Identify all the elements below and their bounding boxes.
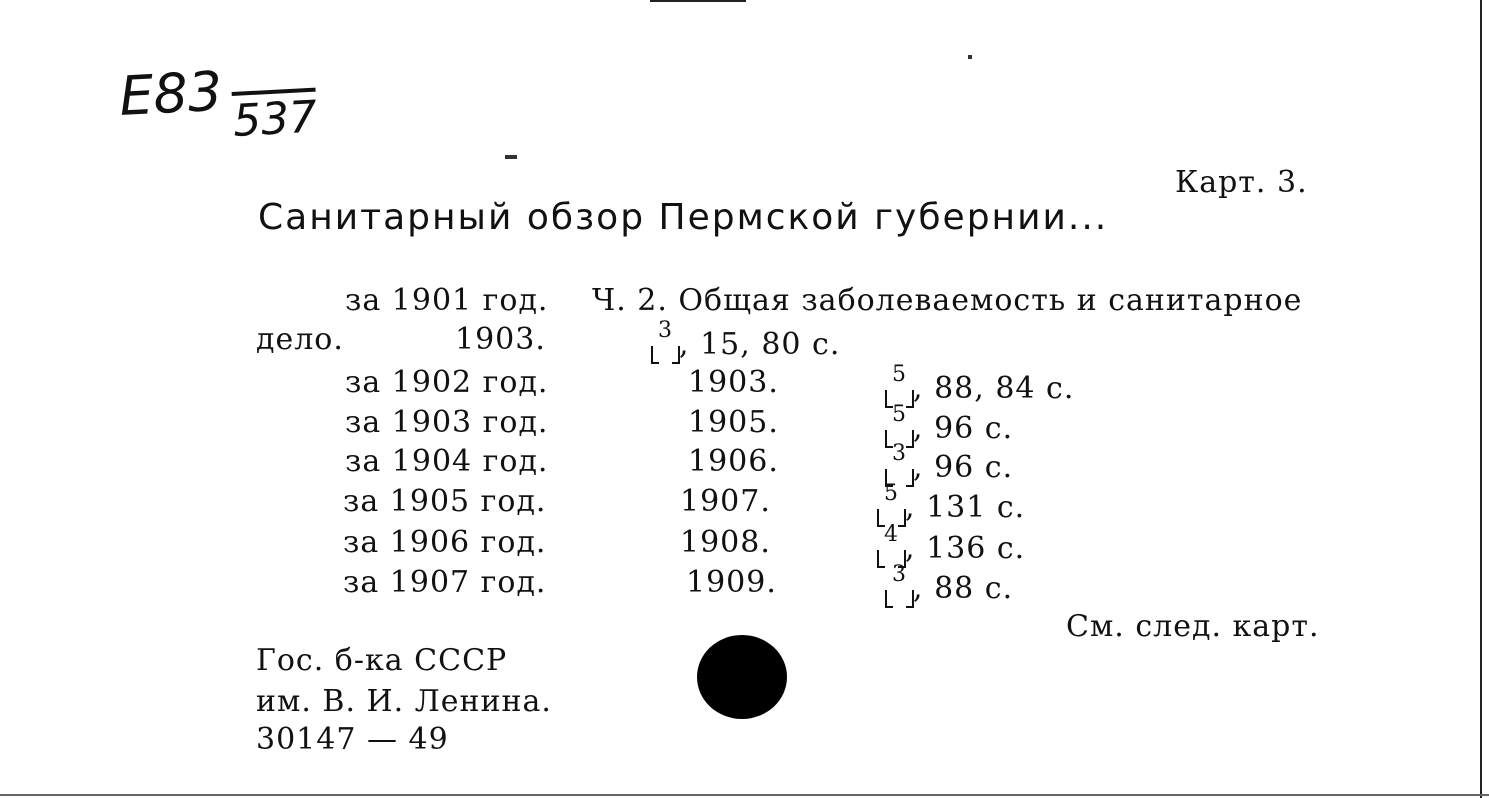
ink-dot bbox=[968, 55, 972, 59]
see-next-card: См. след. карт. bbox=[1066, 609, 1320, 644]
entry-vol-pages-5 bbox=[878, 481, 1026, 525]
page-title: Санитарный обзор Пермской губернии... bbox=[258, 197, 1109, 238]
volume-bracket bbox=[886, 441, 913, 483]
entry-part-5: за 1905 год. bbox=[343, 484, 547, 519]
entry-vol-pages-1 bbox=[652, 318, 841, 362]
volume-bracket bbox=[886, 562, 913, 604]
card-label: Карт. 3. bbox=[1175, 165, 1308, 200]
entry-year-6: 1908. bbox=[680, 525, 771, 560]
top-edge-mark bbox=[650, 0, 746, 2]
volume-number: 3 bbox=[892, 441, 907, 466]
library-line-3: 30147 — 49 bbox=[256, 722, 449, 757]
pages: , 96 с. bbox=[913, 411, 1014, 446]
volume-number: 4 bbox=[884, 522, 899, 547]
volume-number: 3 bbox=[892, 562, 907, 587]
entry-year-3: 1905. bbox=[688, 405, 779, 440]
entry-vol-pages-6 bbox=[878, 522, 1026, 566]
pages: , 96 с. bbox=[913, 450, 1014, 485]
entry-part-6: за 1906 год. bbox=[343, 525, 547, 560]
entry-year-4: 1906. bbox=[688, 444, 779, 479]
volume-number: 5 bbox=[892, 362, 907, 387]
entry-part-3: за 1903 год. bbox=[345, 405, 549, 440]
pages: , 136 с. bbox=[905, 531, 1026, 566]
entry-year-7: 1909. bbox=[686, 565, 777, 600]
entry-part-1: за 1901 год. bbox=[345, 283, 549, 318]
volume-bracket bbox=[886, 402, 913, 444]
bottom-border bbox=[0, 794, 1489, 796]
pages: , 15, 80 с. bbox=[679, 327, 841, 362]
handwritten-code: E83 bbox=[117, 59, 224, 128]
entry-cont-1: дело. bbox=[256, 322, 344, 357]
volume-bracket bbox=[878, 481, 905, 523]
entry-desc-1: Ч. 2. Общая заболеваемость и санитарное bbox=[592, 283, 1303, 318]
volume-number: 3 bbox=[658, 318, 673, 343]
entry-vol-pages-4 bbox=[886, 441, 1014, 485]
handwritten-number: 537 bbox=[231, 91, 319, 147]
entry-part-7: за 1907 год. bbox=[343, 565, 547, 600]
entry-year-5: 1907. bbox=[680, 484, 771, 519]
entry-vol-pages-3 bbox=[886, 402, 1014, 446]
entry-part-2: за 1902 год. bbox=[345, 365, 549, 400]
entry-year-2: 1903. bbox=[688, 365, 779, 400]
ink-dash bbox=[505, 155, 517, 159]
volume-bracket bbox=[652, 318, 679, 360]
entry-vol-pages-7 bbox=[886, 562, 1014, 606]
pages: , 88 с. bbox=[913, 571, 1014, 606]
volume-number: 5 bbox=[892, 402, 907, 427]
pages: , 88, 84 с. bbox=[913, 371, 1075, 406]
library-line-2: им. В. И. Ленина. bbox=[256, 684, 552, 719]
right-border bbox=[1480, 0, 1482, 798]
pages: , 131 с. bbox=[905, 490, 1026, 525]
punch-hole bbox=[697, 635, 787, 719]
library-line-1: Гос. б-ка СССР bbox=[256, 643, 508, 678]
entry-year-1: 1903. bbox=[455, 322, 546, 357]
volume-bracket bbox=[878, 522, 905, 564]
entry-part-4: за 1904 год. bbox=[345, 444, 549, 479]
volume-bracket bbox=[886, 362, 913, 404]
entry-vol-pages-2 bbox=[886, 362, 1075, 406]
volume-number: 5 bbox=[884, 481, 899, 506]
